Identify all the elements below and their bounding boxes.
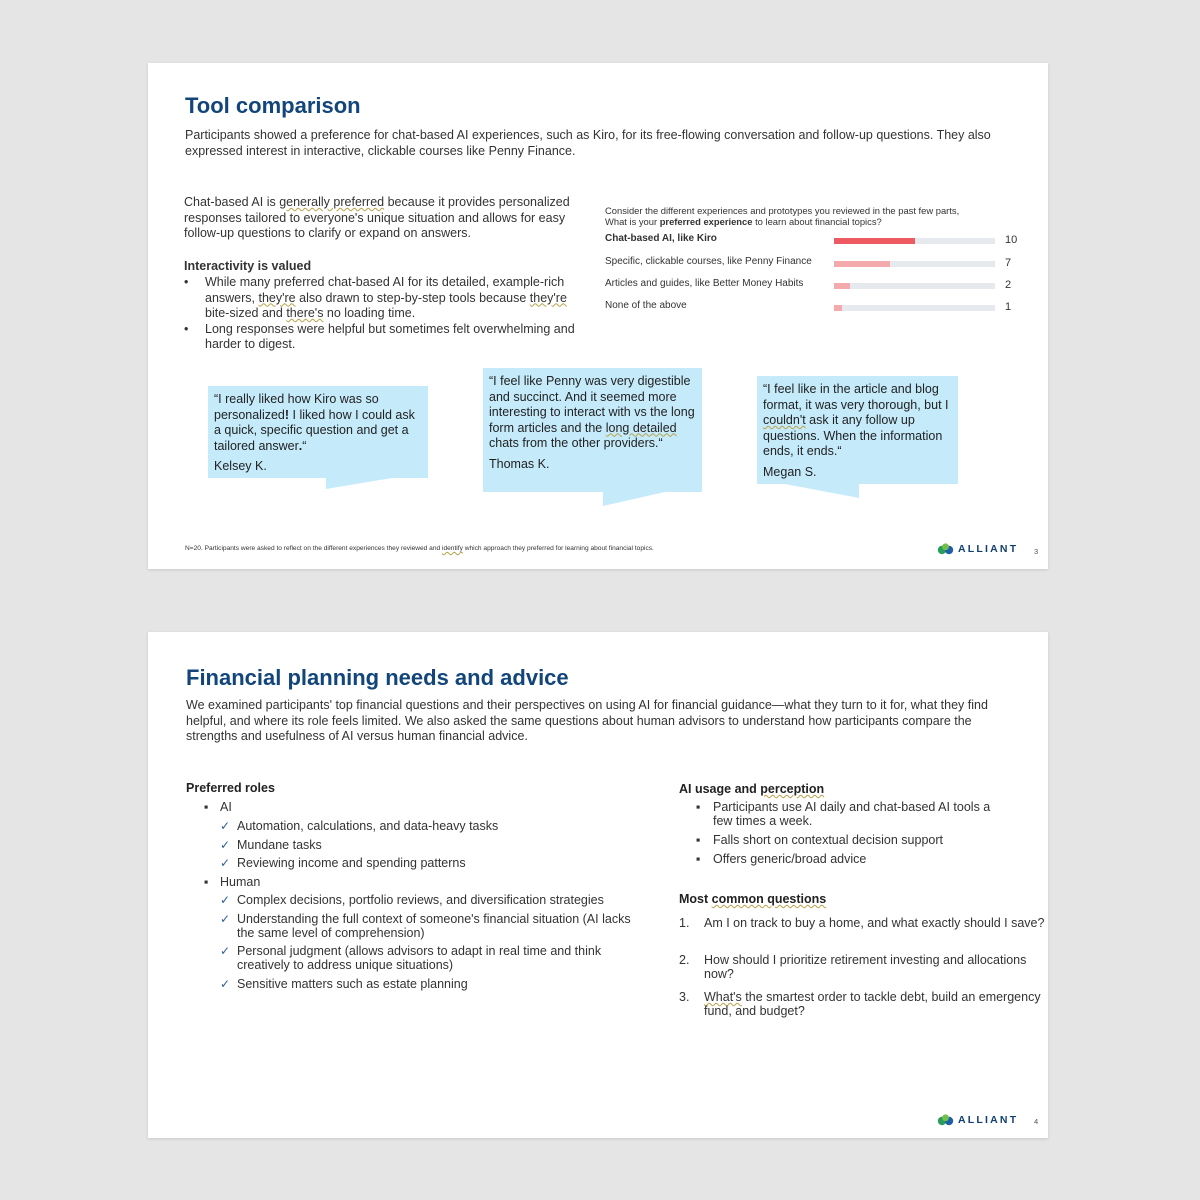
question-item: [679, 990, 1049, 1018]
quote-text: chats from the other providers.“: [489, 436, 663, 450]
chart-bar: [834, 238, 915, 244]
preference-chart: [605, 205, 1035, 325]
interactivity-heading: Interactivity is valued: [184, 259, 312, 273]
chart-category-label: Chat-based AI, like Kiro: [605, 233, 717, 244]
preference-paragraph: [184, 195, 584, 242]
chart-bar-track: [834, 238, 995, 244]
quote-author: Kelsey K.: [214, 459, 267, 473]
chart-question-text: What is your: [605, 216, 660, 227]
chart-value-label: 2: [1005, 279, 1012, 291]
quote-author: Megan S.: [763, 464, 817, 479]
quote-text: “I really liked how Kiro was so personalized: [214, 392, 379, 422]
question-number: 2.: [679, 953, 690, 967]
paragraph-text: because it provides personalized responses tailored to everyone's unique situation and allows for easy follow-up questions to clarify or expand on answers.: [184, 195, 570, 241]
chart-category-label: None of the above: [605, 300, 687, 311]
quote-text: I liked how I could ask a quick, specific question and get a tailored answer: [214, 407, 415, 453]
check-icon: ✓: [220, 977, 231, 991]
usage-item: [696, 852, 1013, 866]
list-text: no loading time.: [323, 306, 416, 321]
slide-title: Financial planning needs and advice: [186, 665, 569, 690]
quote-text: “I feel like Penny was very digestible and succinct. And it seemed more interesting to interact with vs the long form articles and the: [489, 374, 695, 435]
question-text: Am I on track to buy a home, and what exactly should I save?: [704, 916, 1045, 930]
chart-bar-track: [834, 305, 995, 311]
alliant-logo-icon: [937, 1114, 955, 1126]
role-human: [204, 875, 520, 889]
slide-intro: We examined participants' top financial questions and their perspectives on using AI for financial guidance—what they turn to it for, what they find helpful, and where its role feels limited. We also asked the same questions about human advisors to understand how participants compare the strengths and usefulness of AI versus human financial advice.: [186, 698, 988, 744]
slide-title: Tool comparison: [185, 93, 361, 118]
question-item: [679, 916, 1049, 930]
chart-bar: [834, 305, 842, 311]
list-text: While many preferred chat-based AI for its detailed, example-rich answers,: [205, 275, 565, 305]
chart-question-line1: [605, 205, 959, 217]
human-item-text: Sensitive matters such as estate planning: [237, 977, 468, 991]
chart-bar-track: [834, 283, 995, 289]
square-bullet-icon: ▪: [204, 800, 209, 814]
usage-item: [696, 833, 1013, 847]
check-icon: ✓: [220, 838, 231, 852]
ai-item: [220, 838, 637, 852]
human-item-text: Understanding the full context of someone's financial situation (AI lacks the same level of comprehension): [237, 912, 631, 940]
quote-text: ask it any follow up questions. When the information ends, it ends.“: [763, 413, 943, 458]
logo-text: ALLIANT: [958, 1114, 1019, 1126]
alliant-logo: [937, 1114, 1018, 1126]
question-text: What's: [704, 990, 742, 1004]
question-text: How should I prioritize retirement investing and allocations now?: [704, 953, 1027, 981]
bubble-tail: [785, 484, 859, 498]
quote-text: .: [298, 438, 303, 453]
question-item: [679, 953, 1049, 981]
human-item: [220, 912, 649, 940]
paragraph-text: generally preferred: [279, 195, 385, 209]
square-bullet-icon: ▪: [696, 852, 701, 866]
usage-item-text: Participants use AI daily and chat-based AI tools a few times a week.: [713, 800, 991, 828]
alliant-logo-icon: [937, 543, 955, 555]
chart-category-label: Specific, clickable courses, like Penny Finance: [605, 256, 812, 267]
question-text: the smartest order to tackle debt, build an emergency fund, and budget?: [704, 990, 1041, 1018]
square-bullet-icon: ▪: [204, 875, 209, 889]
question-number: 3.: [679, 990, 690, 1004]
list-text: also drawn to step-by-step tools because: [295, 290, 530, 305]
page-number: 4: [1034, 1117, 1039, 1126]
quote-text: !: [284, 407, 290, 422]
logo-text: ALLIANT: [958, 543, 1019, 555]
check-icon: ✓: [220, 819, 231, 833]
footnote-text: N=20. Participants were asked to reflect on the different experiences they reviewed and: [185, 545, 442, 552]
human-item-text: Complex decisions, portfolio reviews, and diversification strategies: [237, 893, 604, 907]
ai-item: [220, 819, 637, 833]
role-ai: [204, 800, 520, 814]
quote-text: couldn't: [763, 413, 806, 427]
quote-text: long detailed: [605, 420, 677, 435]
ai-item-text: Automation, calculations, and data-heavy tasks: [237, 819, 499, 833]
list-item: [184, 275, 576, 322]
role-label: AI: [220, 800, 232, 814]
quote-text: “: [302, 438, 307, 453]
bubble-tail: [326, 478, 392, 489]
check-icon: ✓: [220, 912, 231, 926]
human-item: [220, 893, 647, 907]
chart-question-text: preferred experience: [659, 216, 753, 227]
ai-item: [220, 856, 637, 870]
chart-category-label: Articles and guides, like Better Money Habits: [605, 278, 804, 289]
bubble-tail: [603, 492, 665, 506]
role-label: Human: [220, 875, 261, 889]
slide-tool-comparison: [148, 63, 1048, 569]
heading-text: Most: [679, 892, 712, 906]
ai-usage-heading: [679, 782, 824, 796]
check-icon: ✓: [220, 856, 231, 870]
heading-text: AI usage and: [679, 782, 761, 796]
list-text: bite-sized and: [205, 306, 287, 321]
question-number: 1.: [679, 916, 690, 930]
slide-financial-planning: [148, 632, 1048, 1138]
page-number: 3: [1034, 547, 1039, 556]
chart-question-line2: [605, 216, 882, 228]
ai-item-text: Reviewing income and spending patterns: [237, 856, 466, 870]
chart-value-label: 7: [1005, 257, 1012, 269]
human-item: [220, 944, 649, 972]
alliant-logo: [937, 543, 1018, 555]
chart-value-label: 10: [1005, 234, 1018, 246]
check-icon: ✓: [220, 893, 231, 907]
quote-bubble-thomas: [483, 368, 702, 492]
ai-item-text: Mundane tasks: [237, 838, 322, 852]
preferred-roles-heading: Preferred roles: [186, 781, 275, 795]
heading-text: perception: [760, 782, 825, 796]
common-questions-heading: [679, 892, 826, 906]
quote-text: “I feel like in the article and blog format, it was very thorough, but I: [763, 382, 949, 412]
list-text: there's: [286, 306, 324, 321]
usage-item-text: Offers generic/broad advice: [713, 852, 867, 866]
quote-author: Thomas K.: [489, 456, 550, 471]
chart-bar: [834, 261, 890, 267]
heading-text: common questions: [711, 892, 827, 906]
check-icon: ✓: [220, 944, 231, 958]
human-item: [220, 977, 649, 991]
footnote-text: which approach they preferred for learning about financial topics.: [462, 545, 654, 552]
paragraph-text: Chat-based AI is: [184, 195, 280, 209]
quote-bubble-megan: [757, 376, 958, 484]
chart-bar-track: [834, 261, 995, 267]
list-item: • Long responses were helpful but sometimes felt overwhelming and harder to digest.: [184, 322, 576, 353]
square-bullet-icon: ▪: [696, 800, 701, 814]
list-text: they're: [529, 290, 567, 305]
chart-value-label: 1: [1005, 301, 1012, 313]
interactivity-list: [184, 275, 576, 353]
chart-question-text: Consider the different experiences and prototypes you reviewed in the past few parts,: [605, 205, 960, 216]
footnote: [185, 545, 654, 552]
chart-bar: [834, 283, 850, 289]
slide-intro: Participants showed a preference for chat-based AI experiences, such as Kiro, for its free-flowing conversation and follow-up questions. They also expressed interest in interactive, clickable courses like Penny Finance.: [185, 128, 991, 158]
square-bullet-icon: ▪: [696, 833, 701, 847]
usage-item-text: Falls short on contextual decision support: [713, 833, 943, 847]
usage-item: [696, 800, 1013, 828]
footnote-text: identify: [442, 545, 463, 552]
list-text: they're: [258, 290, 296, 305]
chart-question-text: to learn about financial topics?: [752, 216, 882, 227]
quote-bubble-kelsey: [208, 386, 428, 478]
human-item-text: Personal judgment (allows advisors to adapt in real time and think creatively to address unique situations): [237, 944, 602, 972]
